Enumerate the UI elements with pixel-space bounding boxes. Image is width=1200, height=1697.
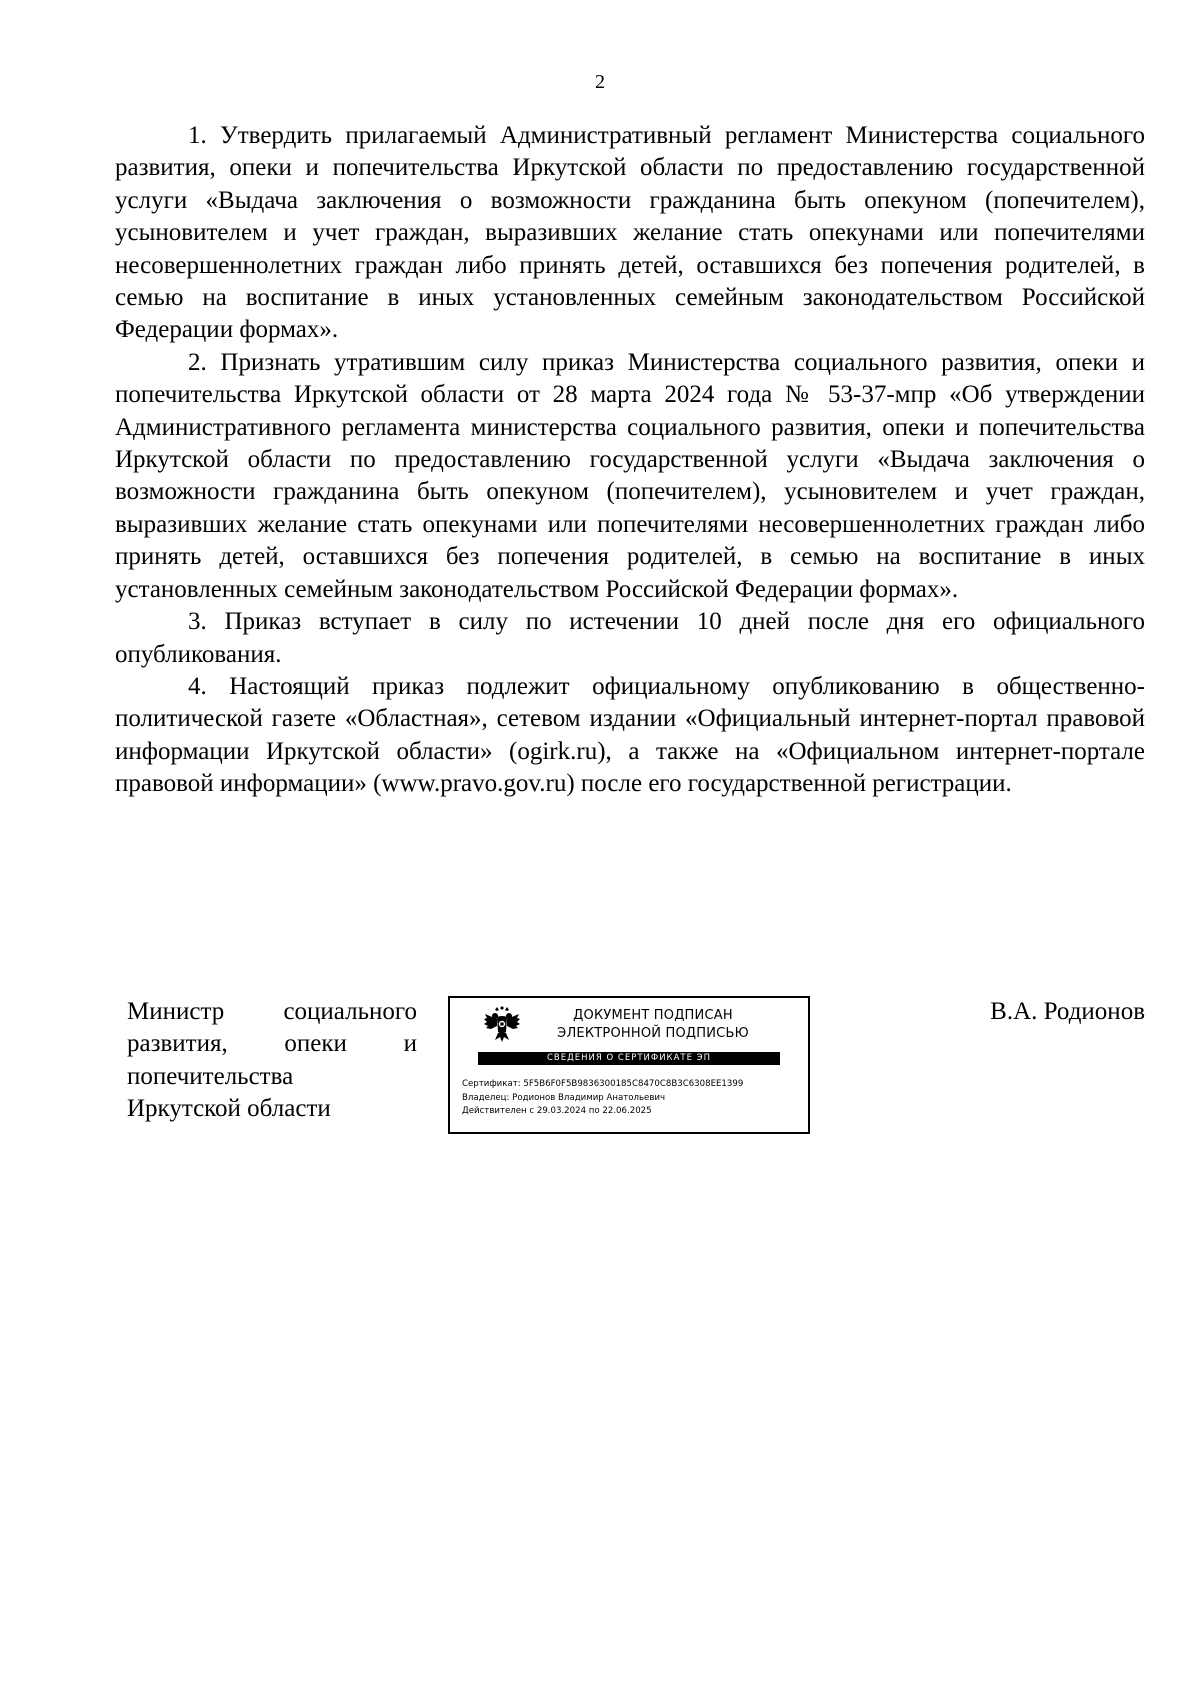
certificate-validity: Действителен с 29.03.2024 по 22.06.2025 bbox=[462, 1106, 652, 1116]
certificate-info-bar: СВЕДЕНИЯ О СЕРТИФИКАТЕ ЭП bbox=[478, 1052, 780, 1065]
paragraph-effective-date: 3. Приказ вступает в силу по истечении 10 дней после дня его официального опубликования. bbox=[115, 608, 1145, 668]
signer-position-line: развития, опеки и bbox=[127, 1030, 417, 1058]
electronic-signature-stamp bbox=[448, 996, 810, 1134]
paragraph-approve-regulation: 1. Утвердить прилагаемый Административный регламент Министерства социального развития, опеки и попечительства Иркутской области по предоставлению государственной услуги «Выдача заключения о возможности гражданина быть опекуном (попечителем), усыновителем и учет граждан, выразивших желание стать опекунами или попечителями несовершеннолетних граждан либо принять детей, оставшихся без попечения родителей, в семью на воспитание в иных установленных семейным законодательством Российской Федерации формах». bbox=[115, 122, 1145, 344]
stamp-heading bbox=[538, 1007, 768, 1043]
certificate-details bbox=[462, 1078, 802, 1119]
stamp-heading-line: ЭЛЕКТРОННОЙ ПОДПИСЬЮ bbox=[557, 1026, 749, 1041]
signer-position-line: Иркутской области bbox=[127, 1095, 331, 1123]
paragraph-repeal-order: 2. Признать утратившим силу приказ Министерства социального развития, опеки и попечительства Иркутской области от 28 марта 2024 года № 53-37-мпр «Об утверждении Административного регламента министерства социального развития, опеки и попечительства Иркутской области по предоставлению государственной услуги «Выдача заключения о возможности гражданина быть опекуном (попечителем), усыновителем и учет граждан, выразивших желание стать опекунами или попечителями несовершеннолетних граждан либо принять детей, оставшихся без попечения родителей, в семью на воспитание в иных установленных семейным законодательством Российской Федерации формах». bbox=[115, 348, 1145, 603]
signer-position-line: Министр социального bbox=[127, 998, 417, 1025]
paragraph-publication: 4. Настоящий приказ подлежит официальному опубликованию в общественно-политической газете «Областная», сетевом издании «Официальный интернет-портал правовой информации Иркутской области» (ogirk.ru), а также на «Официальном интернет-портале правовой информации» (www.pravo.gov.ru) после его государственной регистрации. bbox=[115, 672, 1145, 798]
page-number: 2 bbox=[595, 71, 605, 93]
signer-position-line: попечительства bbox=[127, 1062, 294, 1090]
order-text bbox=[115, 120, 1145, 801]
signer-position bbox=[127, 996, 417, 1126]
stamp-heading-line: ДОКУМЕНТ ПОДПИСАН bbox=[573, 1008, 733, 1023]
signer-name: В.А. Родионов bbox=[990, 998, 1145, 1025]
coat-of-arms-icon bbox=[482, 1006, 522, 1046]
certificate-serial: Сертификат: 5F5B6F0F5B9836300185C8470C8B3C6308EE1399 bbox=[462, 1079, 744, 1089]
certificate-owner: Владелец: Родионов Владимир Анатольевич bbox=[462, 1092, 666, 1103]
